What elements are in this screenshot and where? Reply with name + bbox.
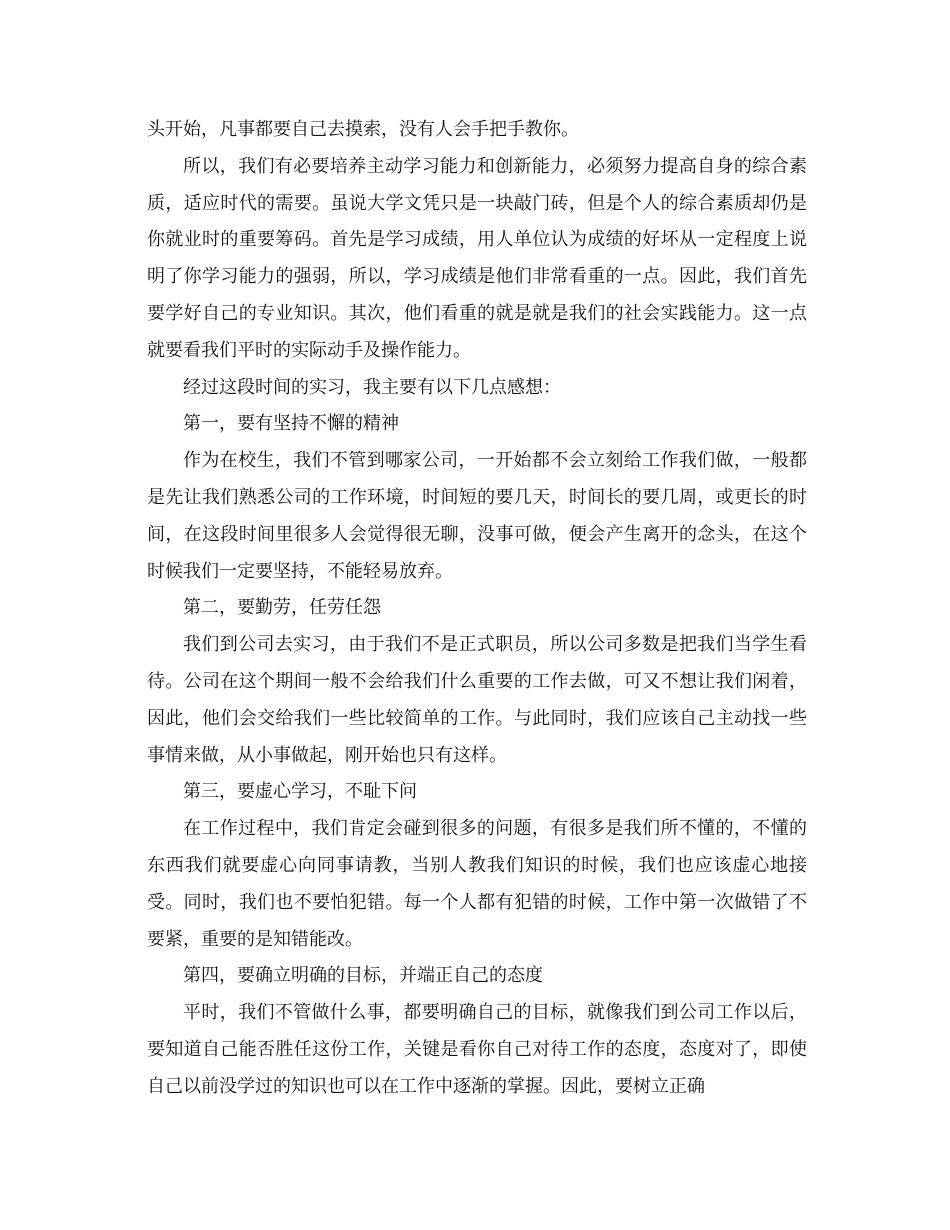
heading-point-one: 第一，要有坚持不懈的精神 — [183, 413, 399, 435]
heading-point-two: 第二，要勤劳，任劳任怨 — [183, 597, 381, 619]
paragraph-intro-thoughts: 经过这段时间的实习，我主要有以下几点感想： — [183, 376, 561, 398]
paragraph-point-four: 平时，我们不管做什么事，都要明确自己的目标，就像我们到公司工作以后，要知道自己能否胜任这份工作，关键是看你自己对待工作的态度，态度对了，即使自己以前没学过的知识也可以在工作中逐渐的掌握。因此，要树立正确 — [147, 1002, 807, 1097]
paragraph-point-two: 我们到公司去实习，由于我们不是正式职员，所以公司多数是把我们当学生看待。公司在这个期间一般不会给我们什么重要的工作去做，可又不想让我们闲着，因此，他们会交给我们一些比较简单的工作。与此同时，我们应该自己主动找一些事情来做，从小事做起，刚开始也只有这样。 — [147, 634, 807, 766]
heading-point-three: 第三，要虚心学习，不耻下问 — [183, 781, 417, 803]
document-page — [147, 112, 807, 1106]
paragraph-point-three: 在工作过程中，我们肯定会碰到很多的问题，有很多是我们所不懂的，不懂的东西我们就要虚心向同事请教，当别人教我们知识的时候，我们也应该虚心地接受。同时，我们也不要怕犯错。每一个人都有犯错的时候，工作中第一次做错了不要紧，重要的是知错能改。 — [147, 818, 807, 950]
paragraph-point-one: 作为在校生，我们不管到哪家公司，一开始都不会立刻给工作我们做，一般都是先让我们熟悉公司的工作环境，时间短的要几天，时间长的要几周，或更长的时间，在这段时间里很多人会觉得很无聊，没事可做，便会产生离开的念头，在这个时候我们一定要坚持，不能轻易放弃。 — [147, 450, 807, 582]
paragraph-continuation: 头开始，凡事都要自己去摸索，没有人会手把手教你。 — [147, 119, 579, 140]
heading-point-four: 第四，要确立明确的目标，并端正自己的态度 — [183, 965, 543, 987]
paragraph-comprehensive-quality: 所以，我们有必要培养主动学习能力和创新能力，必须努力提高自身的综合素质，适应时代的需要。虽说大学文凭只是一块敲门砖，但是个人的综合素质却仍是你就业时的重要筹码。首先是学习成绩，用人单位认为成绩的好坏从一定程度上说明了你学习能力的强弱，所以，学习成绩是他们非常看重的一点。因此，我们首先要学好自己的专业知识。其次，他们看重的就是就是我们的社会实践能力。这一点就要看我们平时的实际动手及操作能力。 — [147, 155, 807, 361]
